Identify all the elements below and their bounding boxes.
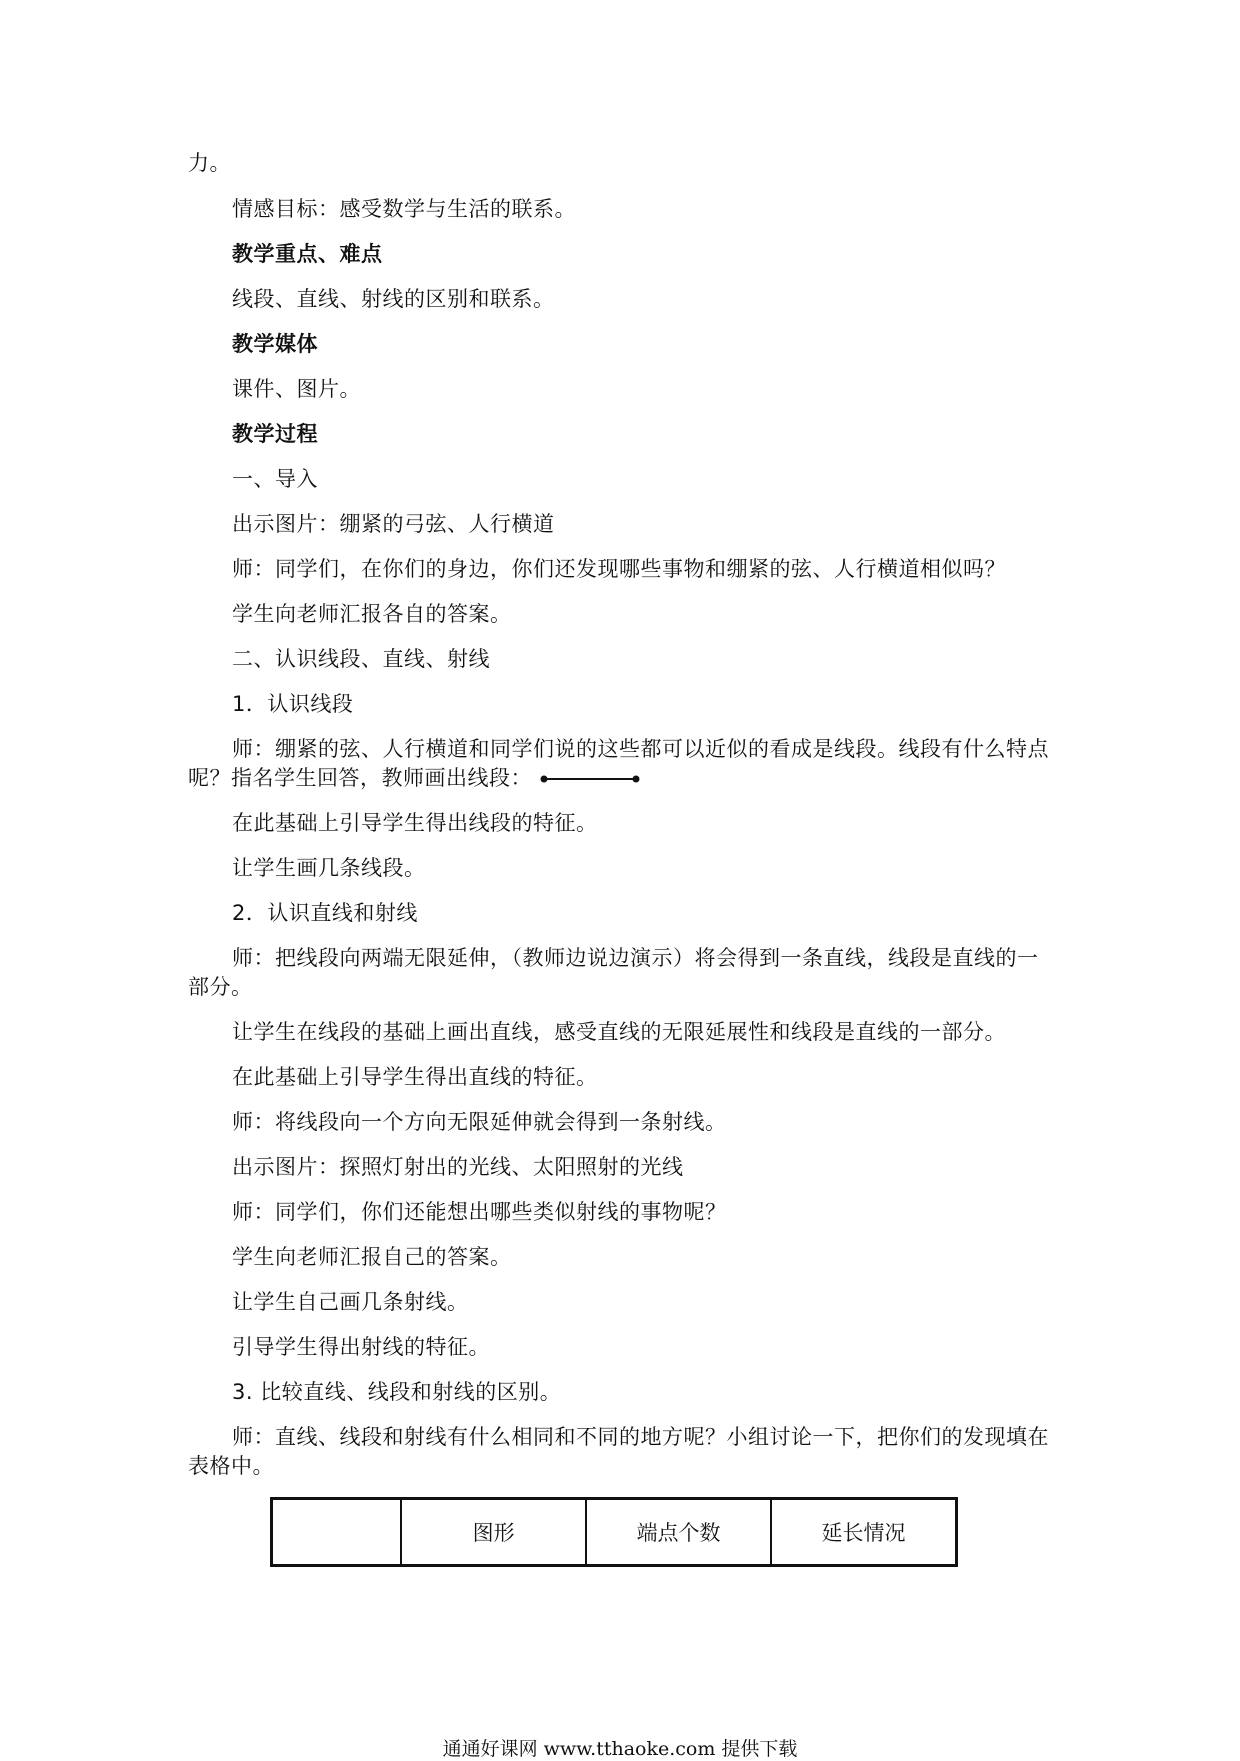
teacher-question-2: 师：同学们，你们还能想出哪些类似射线的事物呢？ bbox=[232, 1200, 727, 1224]
subsection-line-ray: 2．认识直线和射线 bbox=[232, 901, 418, 925]
section-lines: 二、认识线段、直线、射线 bbox=[232, 647, 490, 671]
heading-process: 教学过程 bbox=[232, 422, 318, 446]
teacher-compare-b: 表格中。 bbox=[188, 1454, 274, 1478]
teacher-line-a: 师：把线段向两端无限延伸，（教师边说边演示）将会得到一条直线，线段是直线的一 bbox=[232, 946, 1039, 970]
key-points-text: 线段、直线、射线的区别和联系。 bbox=[232, 287, 555, 311]
subsection-compare: 3. 比较直线、线段和射线的区别。 bbox=[232, 1380, 562, 1404]
student-report-1: 学生向老师汇报各自的答案。 bbox=[232, 602, 512, 626]
subsection-segment: 1．认识线段 bbox=[232, 692, 354, 716]
teacher-ray: 师：将线段向一个方向无限延伸就会得到一条射线。 bbox=[232, 1110, 727, 1134]
ray-feature: 引导学生得出射线的特征。 bbox=[232, 1335, 490, 1359]
segment-feature: 在此基础上引导学生得出线段的特征。 bbox=[232, 811, 598, 835]
show-picture-2: 出示图片：探照灯射出的光线、太阳照射的光线 bbox=[232, 1155, 684, 1179]
teacher-segment-b bbox=[188, 764, 640, 792]
teacher-line-b: 部分。 bbox=[188, 975, 253, 999]
teacher-segment-b-text: 呢？指名学生回答，教师画出线段： bbox=[188, 766, 532, 790]
section-intro: 一、导入 bbox=[232, 467, 318, 491]
line-segment-figure bbox=[540, 773, 640, 785]
paragraph-continuation: 力。 bbox=[188, 151, 231, 175]
show-picture-1: 出示图片：绷紧的弓弦、人行横道 bbox=[232, 512, 555, 536]
table-header-cell-figure: 图形 bbox=[401, 1499, 586, 1566]
draw-line: 让学生在线段的基础上画出直线，感受直线的无限延展性和线段是直线的一部分。 bbox=[232, 1020, 1006, 1044]
draw-segments: 让学生画几条线段。 bbox=[232, 856, 426, 880]
comparison-table bbox=[270, 1497, 958, 1567]
page-footer: 通通好课网 www.tthaoke.com 提供下载 bbox=[442, 1738, 798, 1760]
emotional-goal: 情感目标：感受数学与生活的联系。 bbox=[232, 197, 576, 221]
heading-key-points: 教学重点、难点 bbox=[232, 242, 383, 266]
table-header-cell-endpoints: 端点个数 bbox=[586, 1499, 771, 1566]
teacher-question-1: 师：同学们，在你们的身边，你们还发现哪些事物和绷紧的弦、人行横道相似吗？ bbox=[232, 557, 1006, 581]
line-feature: 在此基础上引导学生得出直线的特征。 bbox=[232, 1065, 598, 1089]
table-header-cell-extension: 延长情况 bbox=[771, 1499, 956, 1566]
student-report-2: 学生向老师汇报自己的答案。 bbox=[232, 1245, 512, 1269]
draw-rays: 让学生自己画几条射线。 bbox=[232, 1290, 469, 1314]
teacher-compare-a: 师：直线、线段和射线有什么相同和不同的地方呢？小组讨论一下，把你们的发现填在 bbox=[232, 1425, 1049, 1449]
media-text: 课件、图片。 bbox=[232, 377, 361, 401]
heading-media: 教学媒体 bbox=[232, 332, 318, 356]
table-header-cell-empty bbox=[272, 1499, 402, 1566]
table-header-row bbox=[272, 1499, 957, 1566]
teacher-segment-a: 师：绷紧的弦、人行横道和同学们说的这些都可以近似的看成是线段。线段有什么特点 bbox=[232, 737, 1049, 761]
